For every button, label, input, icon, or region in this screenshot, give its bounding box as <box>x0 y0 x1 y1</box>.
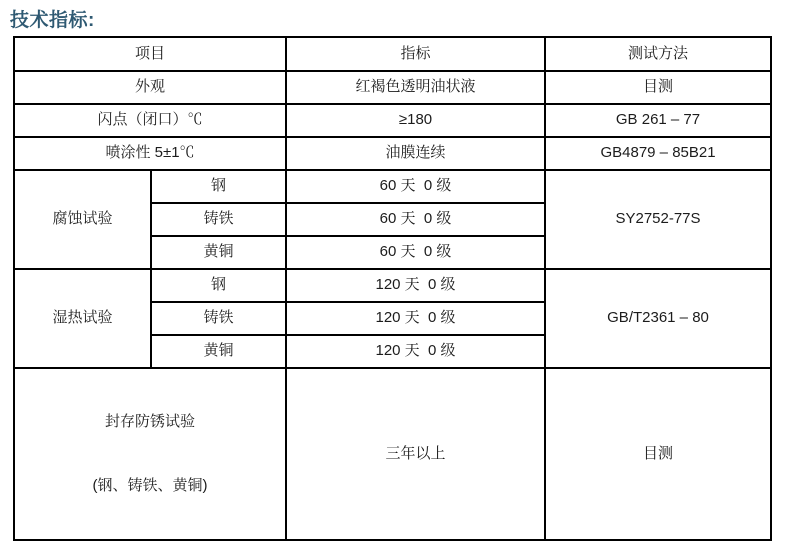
cell-spec: 红褐色透明油状液 <box>286 71 545 104</box>
cell-method: 目测 <box>545 368 771 540</box>
cell-spec: 60 天 0 级 <box>286 203 545 236</box>
cell-spec: 120 天 0 级 <box>286 335 545 368</box>
cell-item: 外观 <box>14 71 286 104</box>
cell-spec: 60 天 0 级 <box>286 236 545 269</box>
cell-spec: 120 天 0 级 <box>286 269 545 302</box>
cell-method: GB4879 – 85B21 <box>545 137 771 170</box>
page-title: 技术指标: <box>10 10 95 31</box>
row-sprayability <box>14 137 771 170</box>
cell-method: 目测 <box>545 71 771 104</box>
row-damp-heat-steel <box>14 269 771 302</box>
cell-spec: 三年以上 <box>286 368 545 540</box>
seal-rust-item-line2: (钢、铸铁、黄铜) <box>92 477 208 494</box>
row-appearance <box>14 71 771 104</box>
cell-corrosion-group: 腐蚀试验 <box>14 170 151 269</box>
cell-item: 闪点（闭口）℃ <box>14 104 286 137</box>
cell-material: 铸铁 <box>151 302 286 335</box>
cell-material: 黄铜 <box>151 236 286 269</box>
row-flash-point <box>14 104 771 137</box>
cell-material: 钢 <box>151 269 286 302</box>
row-seal-rust <box>14 368 771 540</box>
table-header-row <box>14 37 771 71</box>
cell-corrosion-method: SY2752-77S <box>545 170 771 269</box>
seal-rust-item-line1: 封存防锈试验 <box>105 412 196 430</box>
cell-spec: 60 天 0 级 <box>286 170 545 203</box>
cell-material: 黄铜 <box>151 335 286 368</box>
header-cell-item: 项目 <box>14 37 286 71</box>
cell-method: GB 261 – 77 <box>545 104 771 137</box>
cell-material: 铸铁 <box>151 203 286 236</box>
header-cell-method: 测试方法 <box>545 37 771 71</box>
cell-damp-heat-method: GB/T2361 – 80 <box>545 269 771 368</box>
cell-spec: 120 天 0 级 <box>286 302 545 335</box>
row-corrosion-steel <box>14 170 771 203</box>
cell-seal-rust-item <box>14 368 286 540</box>
cell-spec: ≥180 <box>286 104 545 137</box>
header-cell-spec: 指标 <box>286 37 545 71</box>
cell-spec: 油膜连续 <box>286 137 545 170</box>
cell-material: 钢 <box>151 170 286 203</box>
cell-item: 喷涂性 5±1℃ <box>14 137 286 170</box>
cell-damp-heat-group: 湿热试验 <box>14 269 151 368</box>
technical-spec-table <box>13 36 772 541</box>
